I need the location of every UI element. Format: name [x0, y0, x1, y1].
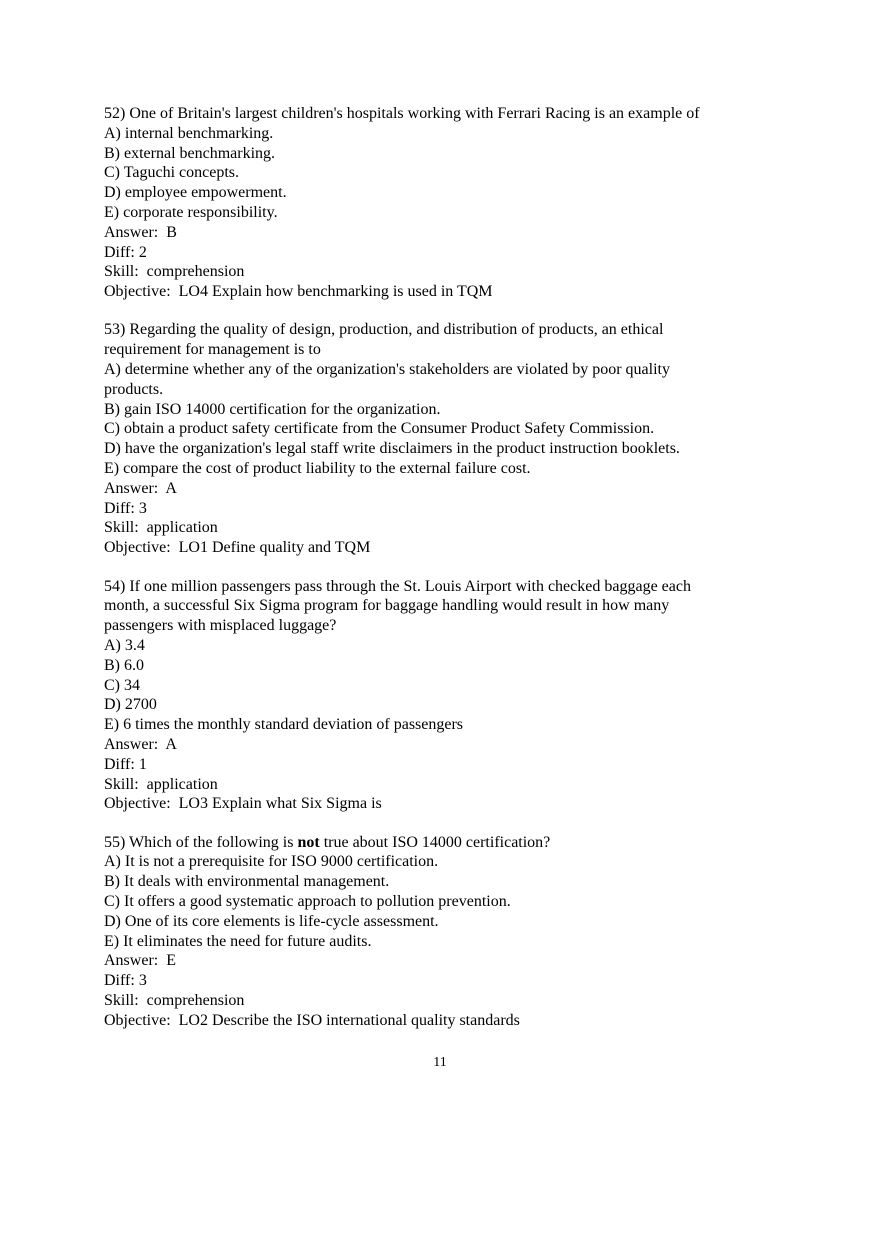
diff-line: Diff: 3: [104, 972, 147, 990]
option-a: A) It is not a prerequisite for ISO 9000 certification.: [104, 853, 439, 871]
question-stem: 54) If one million passengers pass through the St. Louis Airport with checked baggage each: [104, 577, 691, 595]
option-b: B) external benchmarking.: [104, 144, 276, 162]
question-stem-prefix: 55) Which of the following is: [104, 833, 298, 851]
option-e: E) 6 times the monthly standard deviation of passengers: [104, 716, 464, 734]
question-stem-continued: passengers with misplaced luggage?: [104, 617, 337, 635]
option-e: E) It eliminates the need for future audits.: [104, 932, 372, 950]
objective-line: Objective: LO4 Explain how benchmarking is used in TQM: [104, 283, 493, 301]
option-a-continued: products.: [104, 380, 164, 398]
skill-line: Skill: application: [104, 519, 218, 537]
answer-line: Answer: E: [104, 952, 176, 970]
option-b: B) gain ISO 14000 certification for the organization.: [104, 400, 441, 418]
diff-line: Diff: 3: [104, 499, 147, 517]
option-b: B) It deals with environmental management.: [104, 873, 390, 891]
objective-line: Objective: LO3 Explain what Six Sigma is: [104, 795, 382, 813]
question-55: [104, 833, 804, 1031]
question-stem: [104, 833, 804, 853]
question-53: [104, 320, 804, 558]
diff-line: Diff: 1: [104, 755, 147, 773]
question-stem-continued: month, a successful Six Sigma program for baggage handling would result in how many: [104, 597, 670, 615]
option-c: C) Taguchi concepts.: [104, 164, 239, 182]
option-c: C) 34: [104, 676, 140, 694]
option-c: C) It offers a good systematic approach to pollution prevention.: [104, 892, 511, 910]
answer-line: Answer: A: [104, 735, 177, 753]
option-e: E) corporate responsibility.: [104, 203, 278, 221]
question-stem-continued: requirement for management is to: [104, 341, 321, 359]
diff-line: Diff: 2: [104, 243, 147, 261]
answer-line: Answer: B: [104, 223, 177, 241]
question-stem: 52) One of Britain's largest children's hospitals working with Ferrari Racing is an example of: [104, 105, 700, 122]
option-e: E) compare the cost of product liability to the external failure cost.: [104, 460, 531, 478]
question-stem: 53) Regarding the quality of design, production, and distribution of products, an ethical: [104, 321, 664, 339]
option-d: D) have the organization's legal staff write disclaimers in the product instruction booklets.: [104, 440, 680, 458]
option-a: A) internal benchmarking.: [104, 124, 274, 142]
skill-line: Skill: application: [104, 775, 218, 793]
option-a: A) 3.4: [104, 636, 145, 654]
option-a: A) determine whether any of the organization's stakeholders are violated by poor quality: [104, 361, 670, 379]
document-page: [104, 104, 804, 1049]
skill-line: Skill: comprehension: [104, 263, 245, 281]
option-c: C) obtain a product safety certificate from the Consumer Product Safety Commission.: [104, 420, 655, 438]
answer-line: Answer: A: [104, 479, 177, 497]
question-54: [104, 577, 804, 815]
page-number: 11: [433, 1055, 447, 1070]
option-d: D) One of its core elements is life-cycle assessment.: [104, 912, 439, 930]
question-stem-suffix: true about ISO 14000 certification?: [319, 833, 551, 851]
question-stem-emphasis: not: [297, 833, 320, 851]
option-d: D) 2700: [104, 696, 157, 714]
objective-line: Objective: LO2 Describe the ISO international quality standards: [104, 1011, 520, 1029]
question-52: [104, 104, 804, 302]
skill-line: Skill: comprehension: [104, 991, 245, 1009]
option-d: D) employee empowerment.: [104, 184, 287, 202]
option-b: B) 6.0: [104, 656, 144, 674]
objective-line: Objective: LO1 Define quality and TQM: [104, 539, 371, 557]
